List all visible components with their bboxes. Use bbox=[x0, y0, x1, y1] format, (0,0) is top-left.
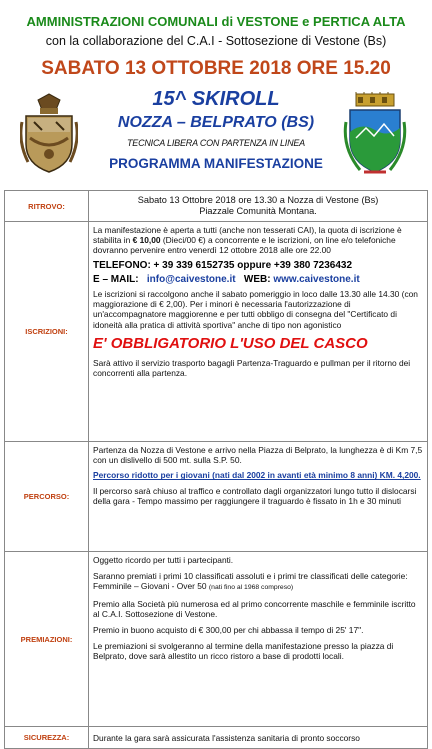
collaboration-line: con la collaborazione del C.A.I - Sottosezione di Vestone (Bs) bbox=[45, 34, 387, 48]
iscrizioni-label: ISCRIZIONI: bbox=[5, 222, 89, 442]
sicurezza-text: Durante la gara sarà assicurata l'assistenza sanitaria di pronto soccorso bbox=[89, 727, 428, 749]
web-link[interactable]: www.caivestone.it bbox=[273, 273, 360, 285]
event-route: NOZZA – BELPRATO (BS) bbox=[117, 114, 315, 131]
row-iscrizioni bbox=[5, 222, 428, 442]
row-ritrovo bbox=[5, 191, 428, 222]
sicurezza-label: SICUREZZA: bbox=[5, 727, 89, 749]
percorso-desc: Partenza da Nozza di Vestone e arrivo nella Piazza di Belprato, la lunghezza è di Km 7,5 con un dislivello di 500 mt. sulla S.P. 50. bbox=[93, 445, 423, 466]
row-sicurezza bbox=[5, 727, 428, 749]
premiazioni-societa: Premio alla Società più numerosa ed al primo concorrente maschile e femminile iscritto al C.A.I. Sottosezione di Vestone. bbox=[93, 598, 416, 620]
telefono-line: TELEFONO: + 39 339 6152735 oppure +39 380 7236432 bbox=[93, 259, 353, 271]
poster-header bbox=[0, 0, 432, 195]
event-date: SABATO 13 OTTOBRE 2018 ORE 15.20 bbox=[41, 58, 391, 79]
percorso-label: PERCORSO: bbox=[5, 442, 89, 552]
ritrovo-line2: Piazzale Comunità Montana. bbox=[199, 206, 317, 216]
email-web-line: E – MAIL: info@caivestone.it WEB: www.caivestone.it bbox=[93, 273, 360, 285]
iscrizioni-intro: La manifestazione è aperta a tutti (anche non tesserati CAI), la quota di iscrizione è stabilita in € 10,00 (Dieci/00 €) a concorrente e le iscrizioni, on line e/o telefoniche dovranno pervenire entro venerdì 12 ottobre 2018 alle ore 22.00 bbox=[93, 225, 402, 256]
iscrizioni-details: Le iscrizioni si raccolgono anche il sabato pomeriggio in loco dalle 13.30 alle 14.30 (con maggiorazione di € 2,00). Per i minori è necessaria l'autorizzazione di un'accompagnatore maggiorenne e per tutti obbligo di consegna del "Certificato di idoneità alla pratica di attività sportiva" anche di tipo non agonistico bbox=[93, 289, 418, 330]
premiazioni-label: PREMIAZIONI: bbox=[5, 552, 89, 727]
program-table bbox=[4, 190, 428, 749]
row-percorso bbox=[5, 442, 428, 552]
percorso-chiusura: Il percorso sarà chiuso al traffico e controllato dagli organizzatori lungo tutto il dislocarsi della gara - Tempo massimo per raggiungere il traguardo è fissato in 1h e 30 minuti bbox=[93, 485, 417, 506]
casco-warning: E' OBBLIGATORIO L'USO DEL CASCO bbox=[93, 334, 368, 352]
ritrovo-line1: Sabato 13 Ottobre 2018 ore 13.30 a Nozza di Vestone (Bs) bbox=[137, 195, 379, 205]
premiazioni-ricordo: Oggetto ricordo per tutti i partecipanti. bbox=[93, 555, 234, 565]
premiazioni-classificati: Saranno premiati i primi 10 classificati assoluti e i primi tre classificati delle categorie: Femminile – Giovani - Over 50 (nati fino al 1968 compreso) bbox=[93, 570, 408, 592]
email-link[interactable]: info@caivestone.it bbox=[146, 273, 236, 285]
organizers-title: AMMINISTRAZIONI COMUNALI di VESTONE e PERTICA ALTA bbox=[26, 14, 406, 29]
program-heading: PROGRAMMA MANIFESTAZIONE bbox=[109, 156, 323, 171]
row-premiazioni bbox=[5, 552, 428, 727]
ritrovo-label: RITROVO: bbox=[5, 191, 89, 222]
event-technique: TECNICA LIBERA CON PARTENZA IN LINEA bbox=[126, 138, 305, 148]
quota-amount: € 10,00 bbox=[132, 235, 161, 246]
percorso-ridotto: Percorso ridotto per i giovani (nati dal 2002 in avanti età minimo 8 anni) KM. 4,200. bbox=[93, 470, 421, 481]
event-title: 15^ SKIROLL bbox=[152, 88, 280, 110]
premiazioni-luogo: Le premiazioni si svolgeranno al termine della manifestazione presso la piazza di Belprato, dove sarà allestito un ricco ristoro a base di prodotti locali. bbox=[93, 640, 394, 662]
bagagli-note: Sarà attivo il servizio trasporto bagagli Partenza-Traguardo e pullman per il ritorno dei concorrenti alla partenza. bbox=[93, 357, 411, 379]
premiazioni-buono: Premio in buono acquisto di € 300,00 per chi abbassa il tempo di 25' 17". bbox=[93, 624, 364, 635]
